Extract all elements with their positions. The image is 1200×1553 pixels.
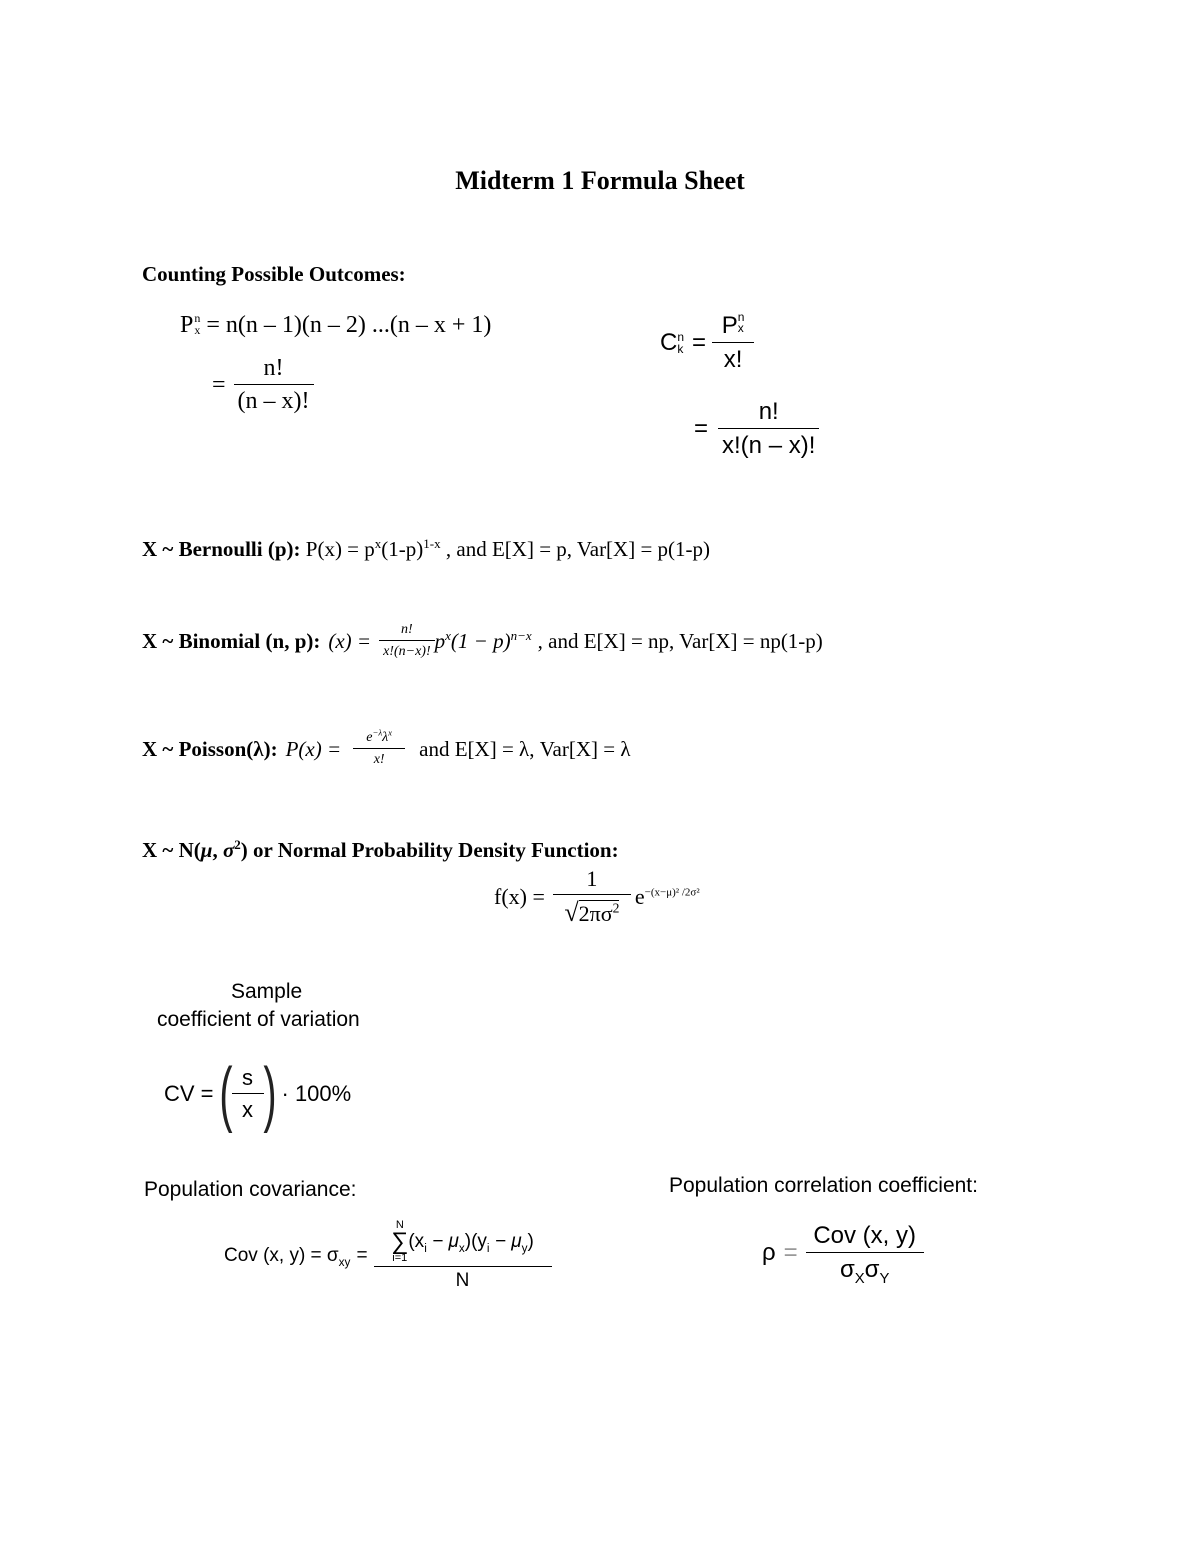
comb-sup: n	[677, 330, 685, 344]
normal-pdf-formula	[494, 866, 700, 928]
covariance-denominator: N	[374, 1266, 552, 1292]
comb-numerator: P n x	[721, 310, 745, 339]
covariance-equals: =	[356, 1245, 368, 1266]
bernoulli-pmf: $P(x) = p^x(1-p)^{1-x}$	[305, 536, 441, 561]
poisson-lhs: P(x) =	[285, 736, 342, 761]
binomial-heading: X ~ Binomial (n, p):	[142, 628, 321, 653]
binomial-lhs: (x) =	[328, 628, 372, 653]
sum-upper-limit: N	[395, 1219, 404, 1231]
right-paren-icon: )	[262, 1054, 277, 1134]
comb-sub: k	[677, 342, 684, 356]
normal-lhs: f(x) =	[494, 884, 545, 909]
correlation-numerator: Cov (x, y)	[813, 1222, 916, 1249]
permutation-factorial-form	[212, 355, 314, 415]
combination-formula	[660, 312, 754, 374]
cv-denominator: x	[232, 1093, 264, 1123]
bernoulli-heading: X ~ Bernoulli (p):	[142, 537, 301, 561]
correlation-formula	[762, 1222, 924, 1287]
correlation-lhs: ρ	[762, 1239, 776, 1266]
perm-expanded: = n(n – 1)(n – 2) ...(n – x + 1)	[206, 312, 492, 338]
covariance-lhs: Cov (x, $y) = \sigma_{xy}$	[224, 1245, 351, 1269]
page-title: Midterm 1 Formula Sheet	[455, 166, 745, 195]
poisson-numerator: $e^{-\lambda}\lambda^x$	[366, 727, 393, 745]
permutation-formula	[180, 312, 491, 339]
counting-heading: Counting Possible Outcomes:	[142, 262, 406, 286]
binomial-line	[142, 622, 823, 660]
sum-expression: $(x_i - \mu_x)(y_i - \mu_y)$	[408, 1231, 534, 1255]
covariance-heading: Population covariance:	[144, 1178, 357, 1201]
comb-equals-2: =	[694, 415, 709, 442]
cv-formula	[164, 1054, 352, 1134]
comb-denominator: x!	[712, 342, 754, 374]
normal-exponential: $e^{-(x-\mu)^2 /2\sigma^2}$	[634, 884, 700, 909]
combination-factorial-form	[694, 398, 819, 460]
sum-lower-limit: i=1	[392, 1252, 408, 1264]
comb-equals: =	[692, 329, 707, 356]
covariance-formula	[224, 1220, 552, 1292]
left-paren-icon: (	[218, 1054, 233, 1134]
perm-symbol: P	[180, 312, 194, 338]
cv-lhs: CV =	[164, 1081, 214, 1106]
normal-heading: X ~ N(μ, $\sigma^2$) or Normal Probability Density Function:	[142, 837, 619, 862]
binomial-denominator: x!(n−x)!	[379, 640, 435, 660]
sqrt-icon: √	[564, 898, 579, 927]
cv-label-line2: coefficient of variation	[157, 1008, 360, 1031]
normal-denominator: $√2\pi\sigma^2$	[553, 894, 631, 928]
perm-sup: n	[194, 311, 201, 325]
poisson-heading: X ~ Poisson(λ):	[142, 736, 278, 761]
bernoulli-moments: , and E[X] = p, Var[X] = p(1-p)	[445, 537, 711, 561]
poisson-moments: and E[X] = λ, Var[X] = λ	[419, 736, 631, 761]
bernoulli-line	[142, 537, 710, 562]
poisson-denominator: x!	[353, 748, 405, 768]
binomial-numerator: n!	[401, 622, 413, 637]
perm-equals: =	[212, 371, 226, 398]
perm-sub: x	[194, 323, 201, 337]
cv-label-line1: Sample	[231, 980, 303, 1003]
poisson-line	[142, 727, 631, 768]
comb-symbol: C	[660, 329, 678, 356]
comb-numerator-2: n!	[758, 398, 779, 425]
perm-denominator: (n – x)!	[234, 384, 314, 415]
cv-numerator: s	[242, 1065, 254, 1090]
binomial-pmf: $p^x(1 - p)^{n-x}$	[434, 627, 532, 653]
correlation-denominator: $\sigma_X\sigma_Y$	[806, 1252, 924, 1284]
covariance-numerator	[387, 1220, 538, 1266]
cv-rest: · 100%	[281, 1081, 352, 1106]
sigma-sum-icon: ∑	[391, 1228, 409, 1255]
comb-denominator-2: x!(n – x)!	[718, 428, 819, 460]
binomial-moments: , and E[X] = np, Var[X] = np(1-p)	[537, 628, 823, 653]
correlation-equals: =	[783, 1239, 798, 1266]
perm-numerator: n!	[263, 355, 284, 381]
normal-numerator: 1	[586, 866, 598, 891]
correlation-heading: Population correlation coefficient:	[669, 1174, 978, 1197]
